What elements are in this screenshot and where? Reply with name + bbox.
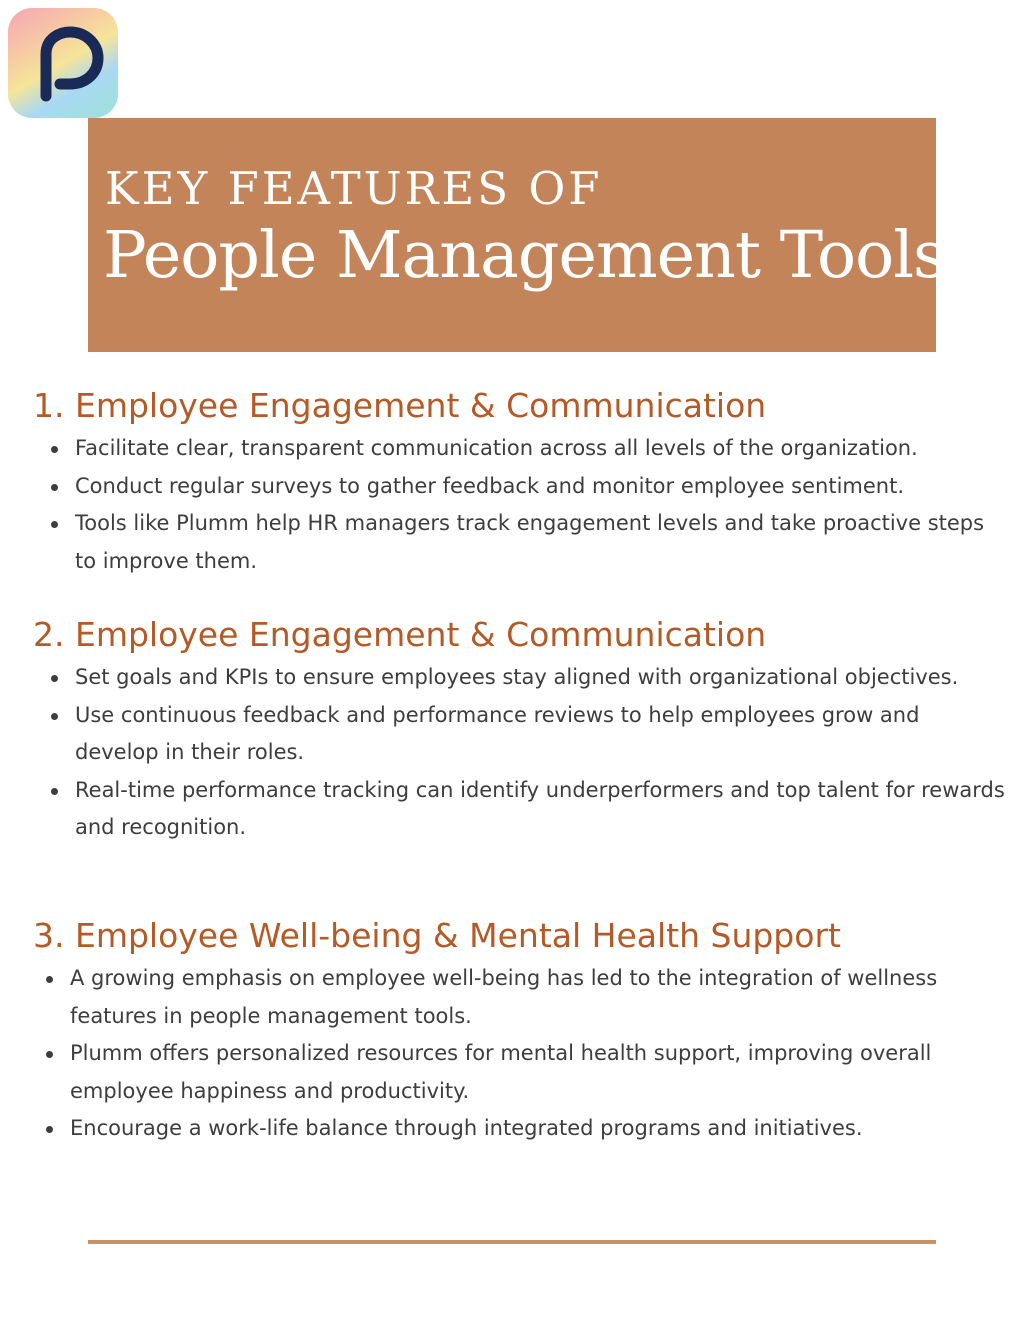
list-item: Facilitate clear, transparent communication across all levels of the organization. <box>33 430 1008 468</box>
list-item: Set goals and KPIs to ensure employees stay aligned with organizational objectives. <box>33 659 1008 697</box>
bullet-list <box>33 659 1008 847</box>
section-heading: 2. Employee Engagement & Communication <box>33 615 767 654</box>
bullet-list <box>33 960 1008 1148</box>
section-heading: 3. Employee Well-being & Mental Health Support <box>33 916 841 955</box>
section-performance <box>33 614 1008 847</box>
list-item: Conduct regular surveys to gather feedback and monitor employee sentiment. <box>33 468 1008 506</box>
plumm-p-logo-icon <box>8 8 118 118</box>
list-item: A growing emphasis on employee well-being has led to the integration of wellness features in people management tools. <box>33 960 1008 1035</box>
list-item: Use continuous feedback and performance reviews to help employees grow and develop in their roles. <box>33 697 1008 772</box>
bullet-list <box>33 430 1008 580</box>
section-engagement-communication <box>33 385 1008 580</box>
list-item: Real-time performance tracking can identify underperformers and top talent for rewards and recognition. <box>33 772 1008 847</box>
list-item: Encourage a work-life balance through integrated programs and initiatives. <box>33 1110 1008 1148</box>
footer-divider <box>88 1240 936 1244</box>
list-item: Tools like Plumm help HR managers track engagement levels and take proactive steps to improve them. <box>33 505 1008 580</box>
section-wellbeing <box>33 915 1008 1148</box>
plumm-logo-icon <box>8 8 118 118</box>
list-item: Plumm offers personalized resources for mental health support, improving overall employee happiness and productivity. <box>33 1035 1008 1110</box>
title-banner <box>88 118 946 352</box>
banner-kicker: KEY FEATURES OF <box>105 162 603 215</box>
section-heading: 1. Employee Engagement & Communication <box>33 386 767 425</box>
page-title: People Management Tools <box>103 218 946 293</box>
